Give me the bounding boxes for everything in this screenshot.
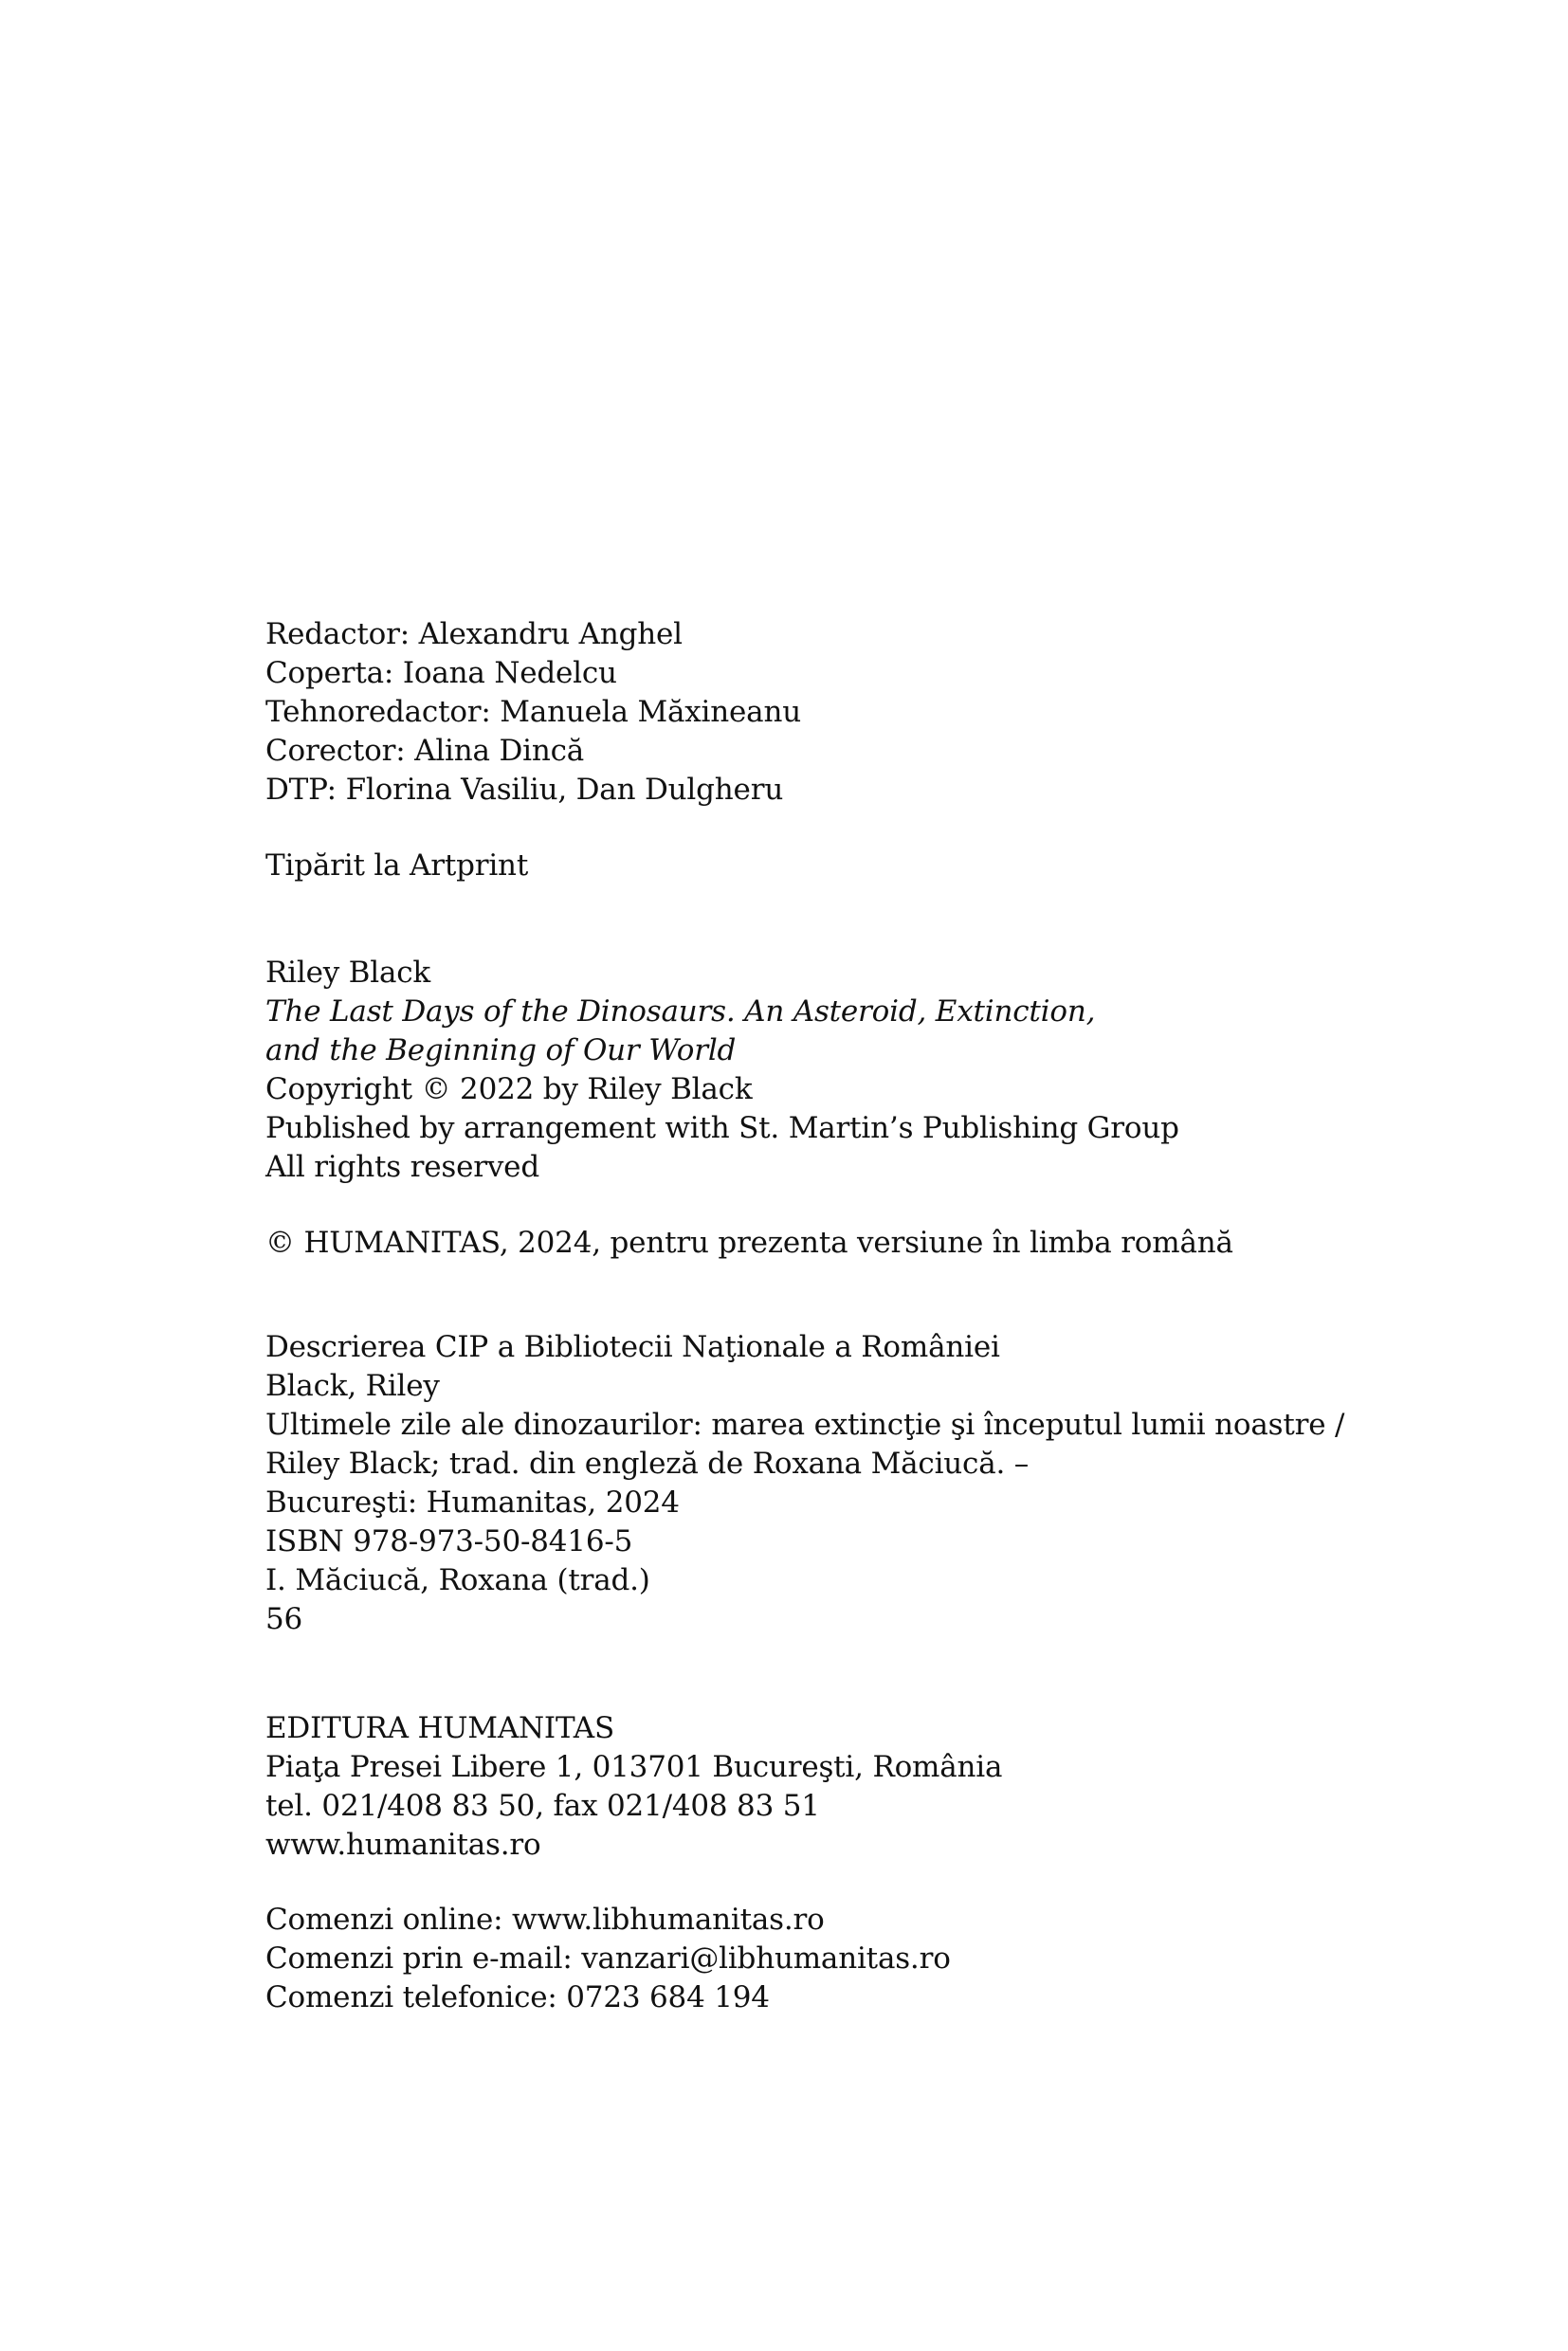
original-arrangement: Published by arrangement with St. Martin’s Publishing Group [265,1111,1179,1145]
publisher-name: EDITURA HUMANITAS [265,1711,614,1745]
original-copyright: Copyright © 2022 by Riley Black [265,1072,753,1106]
cip-block [265,1328,1344,1639]
cip-secondary-entry: I. Măciucă, Roxana (trad.) [265,1563,650,1597]
cip-author: Black, Riley [265,1369,440,1403]
cip-isbn: ISBN 978-973-50-8416-5 [265,1524,633,1558]
credit-editor: Redactor: Alexandru Anghel [265,617,683,651]
publisher-phone: tel. 021/408 83 50, fax 021/408 83 51 [265,1789,820,1823]
original-title-line-2: and the Beginning of Our World [265,1033,737,1067]
publisher-website: www.humanitas.ro [265,1828,541,1862]
credit-typesetter: Tehnoredactor: Manuela Măxineanu [265,695,801,729]
credits-block [265,615,801,810]
publisher-block [265,1709,1002,1865]
orders-online: Comenzi online: www.libhumanitas.ro [265,1903,825,1937]
original-author: Riley Black [265,956,431,990]
humanitas-copyright-line: © HUMANITAS, 2024, pentru prezenta versiune în limba română [265,1226,1233,1260]
cip-imprint: Bucureşti: Humanitas, 2024 [265,1485,680,1520]
orders-block [265,1901,951,2017]
publisher-address: Piaţa Presei Libere 1, 013701 Bucureşti, România [265,1750,1003,1784]
cip-title: Ultimele zile ale dinozaurilor: marea extincţie şi începutul lumii noastre / [265,1408,1345,1442]
original-rights: All rights reserved [265,1150,539,1184]
printer-block [265,847,528,885]
orders-email: Comenzi prin e-mail: vanzari@libhumanitas.ro [265,1941,951,1976]
cip-translator: Riley Black; trad. din engleză de Roxana Măciucă. – [265,1447,1030,1481]
credit-dtp: DTP: Florina Vasiliu, Dan Dulgheru [265,773,784,807]
printer-line: Tipărit la Artprint [265,848,529,883]
cip-heading: Descrierea CIP a Bibliotecii Naţionale a României [265,1330,1000,1364]
credit-proofreader: Corector: Alina Dincă [265,734,585,768]
cip-classification: 56 [265,1602,303,1636]
original-edition-block [265,954,1179,1187]
original-title-line-1: The Last Days of the Dinosaurs. An Asteroid, Extinction, [265,994,1096,1029]
credit-cover: Coperta: Ioana Nedelcu [265,656,617,690]
orders-phone: Comenzi telefonice: 0723 684 194 [265,1980,770,2014]
humanitas-copyright-block [265,1224,1233,1263]
